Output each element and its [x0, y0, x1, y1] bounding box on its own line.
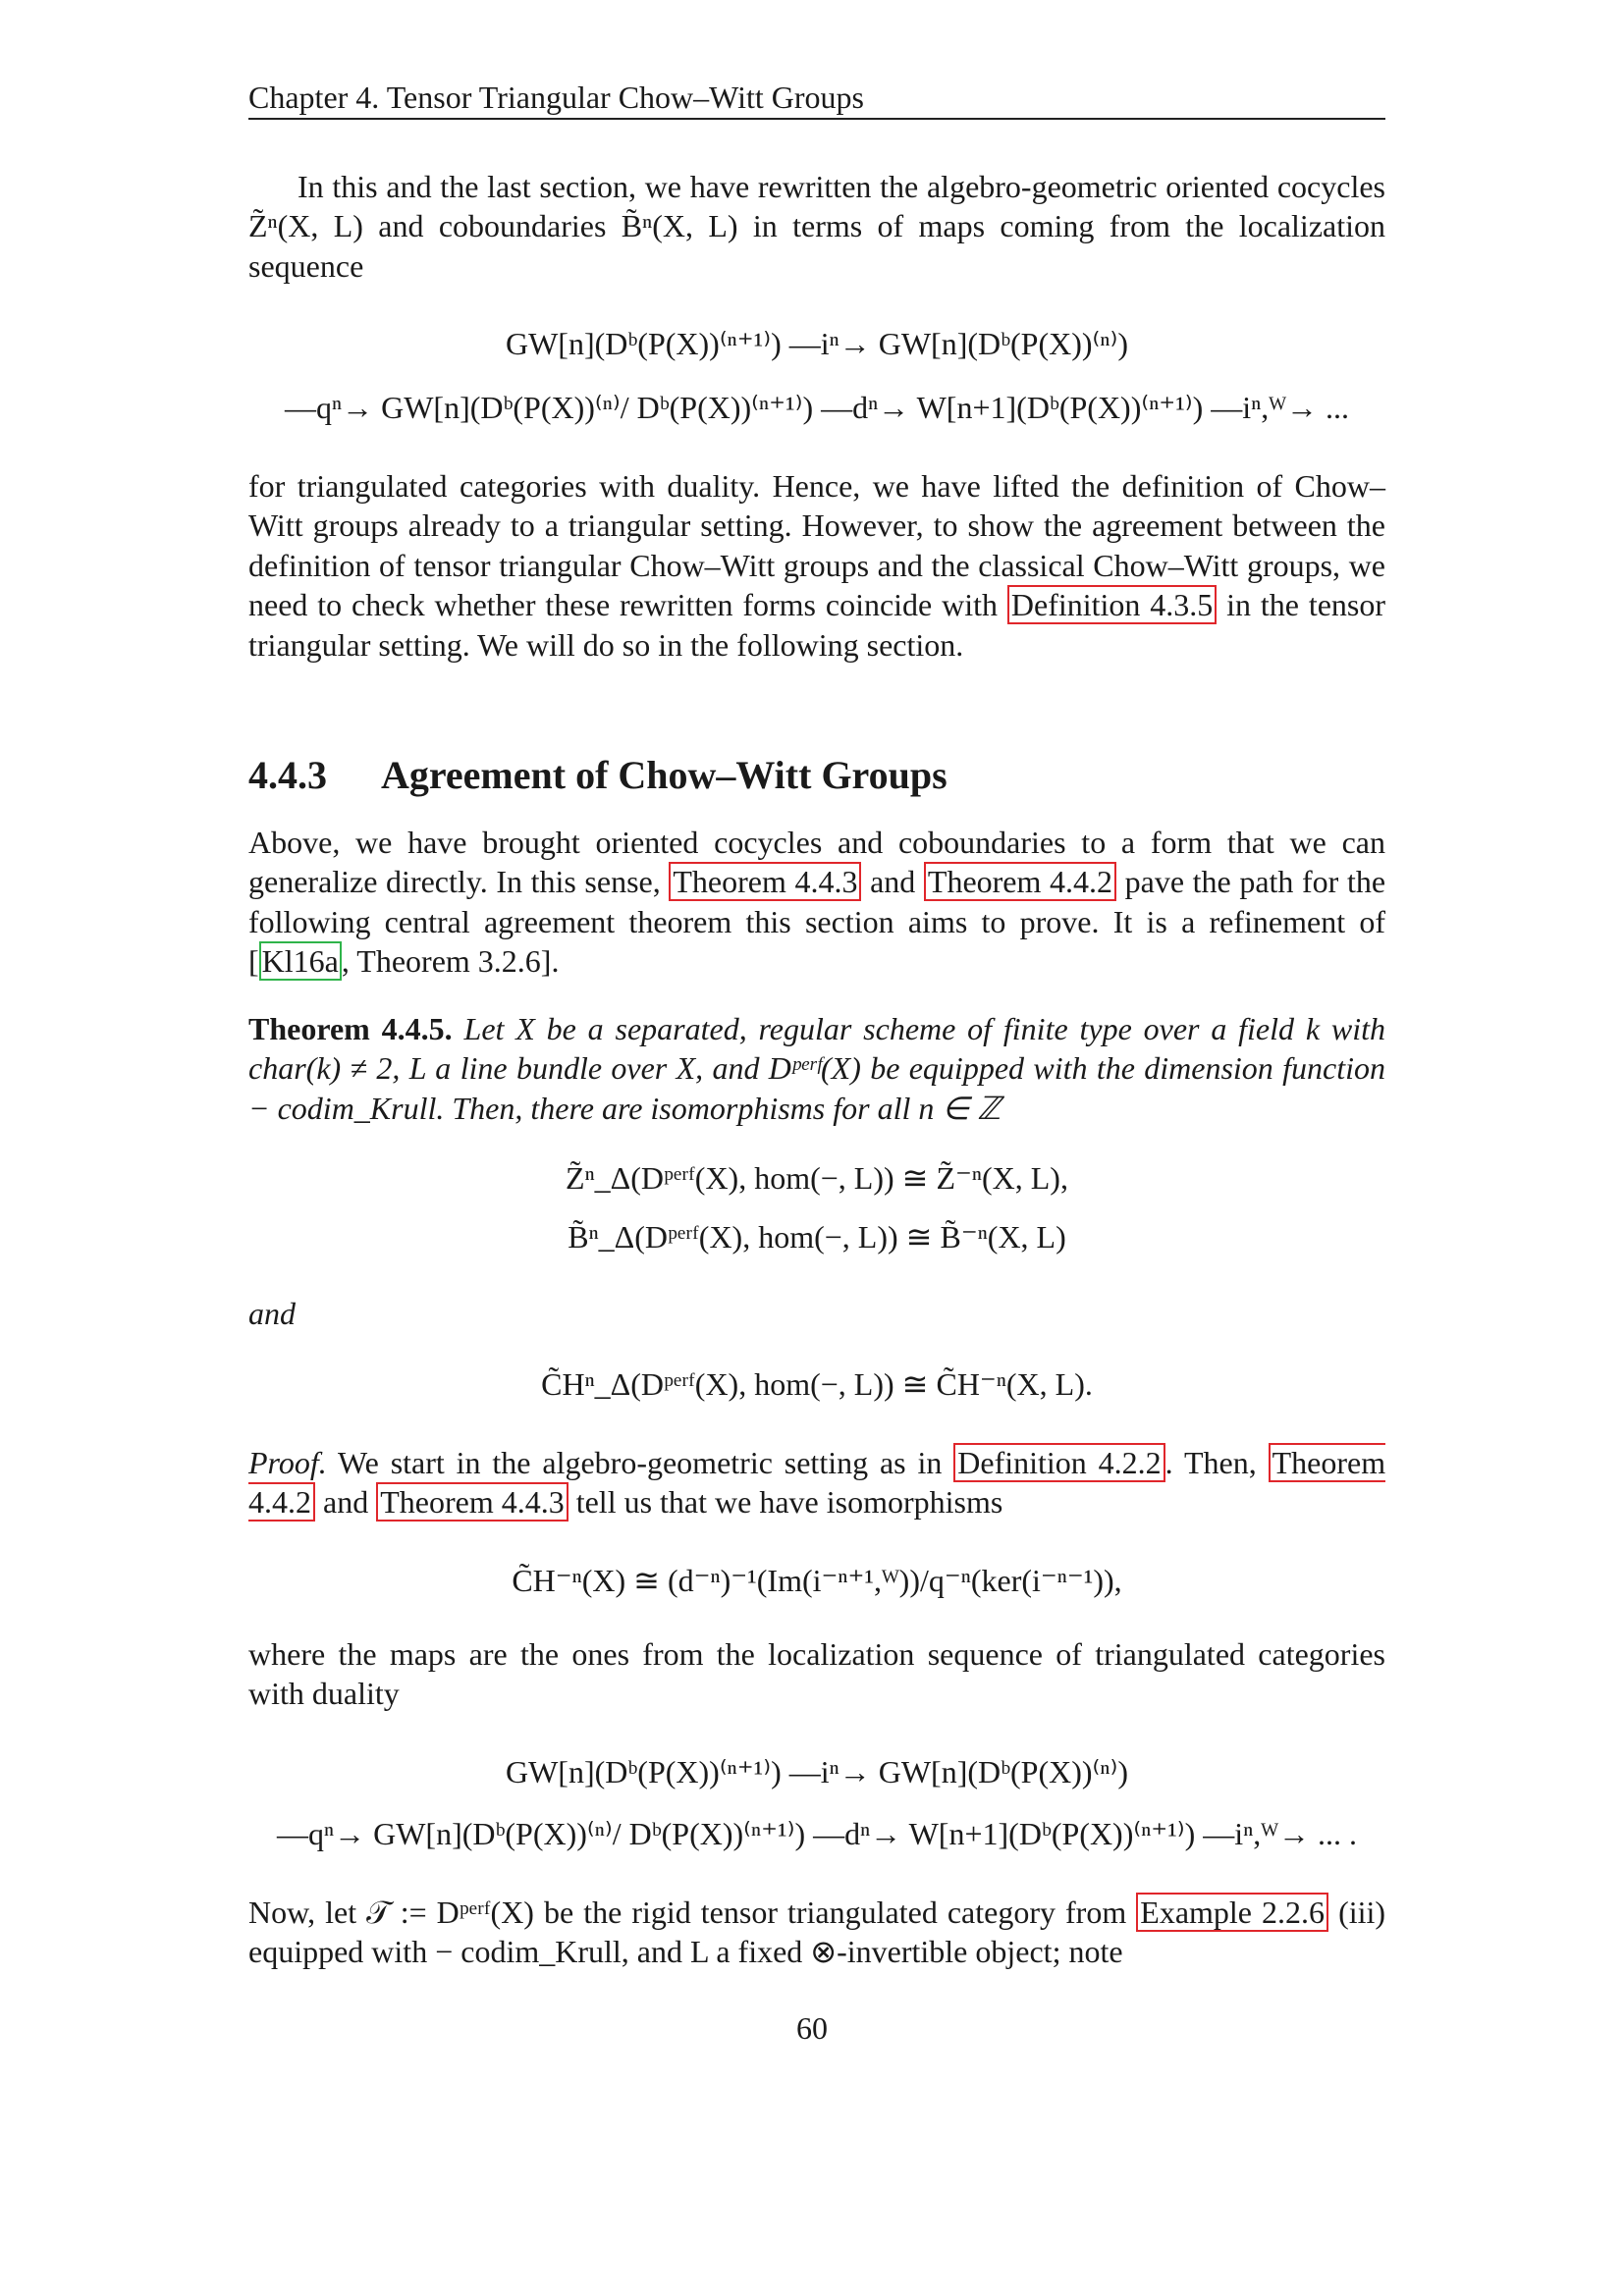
- paragraph-text: We start in the algebro-geometric setting as in: [338, 1445, 943, 1480]
- paragraph-text: Now, let 𝒯 := Dᵖᵉʳᶠ(X) be the rigid tensor triangulated category from: [248, 1895, 1127, 1930]
- paragraph-agreement: [248, 823, 1385, 982]
- sequence-line-2: —qⁿ→ GW[n](Dᵇ(P(X))⁽ⁿ⁾/ Dᵇ(P(X))⁽ⁿ⁺¹⁾) —dⁿ→ W[n+1](Dᵇ(P(X))⁽ⁿ⁺¹⁾) —iⁿ,ᵂ→ ...: [285, 390, 1349, 425]
- link-example-2-2-6[interactable]: Example 2.2.6: [1136, 1893, 1328, 1932]
- theorem-4-4-5: [248, 1009, 1385, 1128]
- paragraph-text: and: [870, 864, 916, 900]
- equation-cocycles: Z̃ⁿ_Δ(Dᵖᵉʳᶠ(X), hom(−, L)) ≅ Z̃⁻ⁿ(X, L),: [566, 1160, 1068, 1196]
- proof-label: Proof.: [248, 1445, 327, 1480]
- proof-paragraph: [248, 1443, 1385, 1522]
- paragraph-localization: [248, 1634, 1385, 1714]
- equation-isomorphism: C̃H⁻ⁿ(X) ≅ (d⁻ⁿ)⁻¹(Im(i⁻ⁿ⁺¹,ᵂ))/q⁻ⁿ(ker(i⁻ⁿ⁻¹)),: [512, 1563, 1122, 1598]
- paragraph-duality: [248, 466, 1385, 665]
- page-number: 60: [796, 2010, 828, 2046]
- paragraph-text: and: [323, 1484, 369, 1521]
- link-theorem-4-4-3[interactable]: Theorem 4.4.3: [669, 862, 861, 901]
- paragraph-rigid: [248, 1893, 1385, 1972]
- paragraph-text: , Theorem 3.2.6].: [341, 943, 560, 980]
- section-title: Agreement of Chow–Witt Groups: [381, 753, 947, 797]
- link-theorem-4-4-2[interactable]: Theorem 4.4.2: [248, 1445, 1386, 1521]
- link-theorem-4-4-3[interactable]: Theorem 4.4.3: [376, 1482, 568, 1522]
- running-head: Chapter 4. Tensor Triangular Chow–Witt Groups: [248, 77, 1385, 120]
- paragraph-text: pave the path for the following central agreement theorem this section aims to prove. It is a refinement of [: [248, 864, 1386, 980]
- paragraph-text: tell us that we have isomorphisms: [575, 1484, 1003, 1521]
- intro-text: In this and the last section, we have rewritten the algebro-geometric oriented cocycles Z̃ⁿ(X, L) and coboundaries B̃ⁿ(X, L) in terms of maps coming from the localization sequence: [248, 169, 1385, 284]
- sequence-line-4: —qⁿ→ GW[n](Dᵇ(P(X))⁽ⁿ⁾/ Dᵇ(P(X))⁽ⁿ⁺¹⁾) —dⁿ→ W[n+1](Dᵇ(P(X))⁽ⁿ⁺¹⁾) —iⁿ,ᵂ→ ... .: [277, 1816, 1357, 1851]
- theorem-and: and: [248, 1296, 296, 1331]
- paragraph-text: for triangulated categories with duality. Hence, we have lifted the definition of Chow–Witt groups already to a triangular setting. However, to show the agreement between the definition of tensor triangular Chow–Witt groups and the classical Chow–Witt groups, we need to check whether these rewritten forms coincide with: [248, 468, 1385, 623]
- paragraph-text: (iii) equipped with − codim_Krull, and L a fixed ⊗-invertible object; note: [248, 1895, 1386, 1970]
- theorem-statement: Let X be a separated, regular scheme of finite type over a field k with char(k) ≠ 2, L a line bundle over X, and Dᵖᵉʳᶠ(X) be equipped with the dimension function − codim_Krull. Then, there are isomorphisms for all n ∈ ℤ: [248, 1011, 1386, 1126]
- section-number: 4.4.3: [248, 753, 327, 797]
- intro-paragraph: [248, 167, 1385, 286]
- paragraph-text: in the tensor triangular setting. We will do so in the following section.: [248, 587, 1386, 663]
- theorem-label: Theorem 4.4.5.: [248, 1011, 453, 1046]
- sequence-line-3: GW[n](Dᵇ(P(X))⁽ⁿ⁺¹⁾) —iⁿ→ GW[n](Dᵇ(P(X))⁽ⁿ⁾): [505, 1754, 1128, 1789]
- paragraph-text: where the maps are the ones from the localization sequence of triangulated categories with duality: [248, 1636, 1385, 1712]
- link-definition-4-2-2[interactable]: Definition 4.2.2: [953, 1443, 1164, 1482]
- equation-chow-witt: C̃Hⁿ_Δ(Dᵖᵉʳᶠ(X), hom(−, L)) ≅ C̃H⁻ⁿ(X, L).: [541, 1366, 1093, 1402]
- link-theorem-4-4-2[interactable]: Theorem 4.4.2: [924, 862, 1116, 901]
- citation-kl16a[interactable]: Kl16a: [259, 941, 342, 981]
- sequence-line-1: GW[n](Dᵇ(P(X))⁽ⁿ⁺¹⁾) —iⁿ→ GW[n](Dᵇ(P(X))⁽ⁿ⁾): [505, 326, 1128, 361]
- equation-coboundaries: B̃ⁿ_Δ(Dᵖᵉʳᶠ(X), hom(−, L)) ≅ B̃⁻ⁿ(X, L): [568, 1219, 1066, 1255]
- paragraph-text: . Then,: [1164, 1445, 1257, 1480]
- paragraph-text: Above, we have brought oriented cocycles and coboundaries to a form that we can generalize directly. In this sense,: [248, 825, 1385, 900]
- link-definition-4-3-5[interactable]: Definition 4.3.5: [1007, 585, 1217, 624]
- section-heading: [248, 751, 947, 800]
